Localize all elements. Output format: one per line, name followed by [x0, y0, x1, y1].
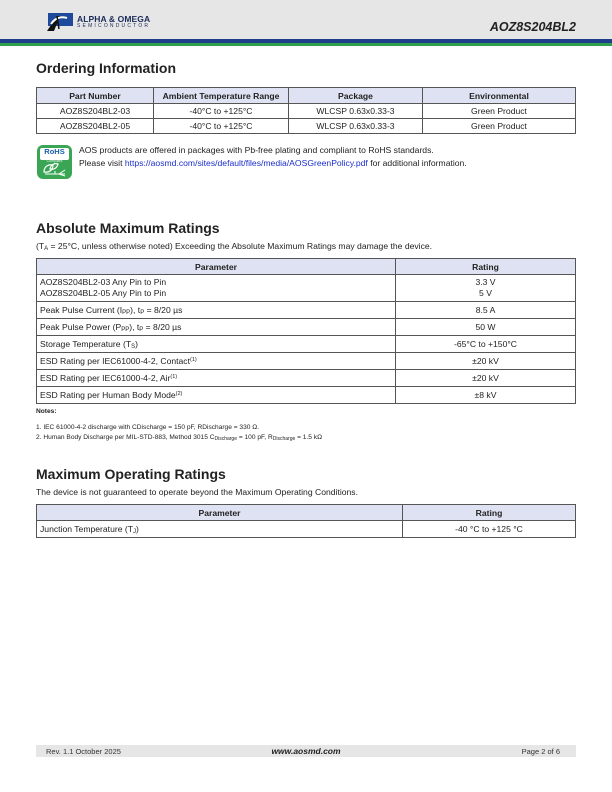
- table-header-row: [37, 88, 576, 104]
- parameter-text: Peak Pulse Power (P: [40, 321, 122, 332]
- parameter-text: = 8/20 µs: [144, 304, 183, 315]
- rating-cell: ±20 kV: [396, 370, 576, 387]
- rohs-line-2-suffix: for additional information.: [367, 158, 467, 168]
- parameter-text: Storage Temperature (T: [40, 338, 132, 349]
- parameter-text: ): [135, 523, 139, 534]
- table-row: [37, 387, 576, 404]
- max-op-title: Maximum Operating Ratings: [36, 466, 226, 482]
- company-subtitle: SEMICONDUCTOR: [77, 23, 151, 30]
- temperature-cell: -40°C to +125°C: [154, 119, 289, 134]
- parameter-cell: [37, 370, 396, 387]
- note-2-text: = 1.5 kΩ: [295, 434, 323, 441]
- parameter-cell: [37, 336, 396, 353]
- abs-max-sub-prefix: (T: [36, 241, 45, 251]
- table-row: [37, 319, 576, 336]
- abs-max-sub-suffix: = 25°C, unless otherwise noted) Exceeding the Absolute Maximum Ratings may damage the device.: [48, 241, 433, 251]
- note-reference: (2): [175, 391, 183, 397]
- note-reference: (1): [170, 374, 178, 380]
- note-2: [36, 433, 322, 444]
- abs-max-subtitle: [36, 241, 432, 252]
- parameter-text: ESD Rating per IEC61000-4-2, Air: [40, 373, 171, 383]
- parameter-cell: [37, 387, 396, 404]
- rohs-line-1: AOS products are offered in packages with Pb-free plating and compliant to RoHS standards.: [79, 145, 434, 155]
- column-header: Environmental: [423, 88, 576, 104]
- note-2-text: = 100 pF, R: [237, 434, 273, 441]
- table-row: [37, 370, 576, 387]
- environmental-cell: Green Product: [423, 104, 576, 119]
- subscript: Discharge: [214, 436, 237, 442]
- part-number-cell: AOZ8S204BL2-05: [37, 119, 154, 134]
- table-header-row: [37, 259, 576, 275]
- table-header-row: [37, 505, 576, 521]
- parameter-cell: [37, 319, 396, 336]
- parameter-line: AOZ8S204BL2-05 Any Pin to Pin: [40, 288, 167, 298]
- parameter-text: ), t: [129, 321, 140, 332]
- environmental-cell: Green Product: [423, 119, 576, 134]
- page-footer: [36, 745, 576, 757]
- rohs-badge-title: RoHS: [44, 147, 65, 156]
- ordering-title: Ordering Information: [36, 60, 176, 76]
- table-row: [37, 104, 576, 119]
- rating-line: 5 V: [479, 288, 492, 298]
- rohs-line-2-prefix: Please visit: [79, 158, 125, 168]
- website-link[interactable]: www.aosmd.com: [271, 746, 341, 756]
- page-header: [0, 0, 612, 48]
- max-op-table: [36, 504, 576, 538]
- subscript: J: [132, 528, 136, 535]
- column-header: Rating: [403, 505, 576, 521]
- table-row: [37, 275, 576, 302]
- rating-cell: [396, 275, 576, 302]
- document-title: AOZ8S204BL2: [489, 20, 576, 34]
- table-row: [37, 353, 576, 370]
- ordering-table: [36, 87, 576, 134]
- note-reference: (1): [190, 357, 197, 363]
- package-cell: WLCSP 0.63x0.33-3: [289, 119, 423, 134]
- part-number-cell: AOZ8S204BL2-03: [37, 104, 154, 119]
- package-cell: WLCSP 0.63x0.33-3: [289, 104, 423, 119]
- max-op-subtitle: The device is not guaranteed to operate beyond the Maximum Operating Conditions.: [36, 487, 358, 497]
- abs-max-table: [36, 258, 576, 404]
- aos-logo-icon: [45, 12, 73, 32]
- temperature-cell: -40°C to +125°C: [154, 104, 289, 119]
- table-row: [37, 119, 576, 134]
- subscript: P: [140, 309, 145, 316]
- header-gap: [0, 46, 612, 48]
- table-row: [37, 302, 576, 319]
- abs-max-title: Absolute Maximum Ratings: [36, 220, 220, 236]
- column-header: Ambient Temperature Range: [154, 88, 289, 104]
- abs-max-sub-subscript: A: [44, 246, 49, 252]
- rating-cell: -65°C to +150°C: [396, 336, 576, 353]
- subscript: S: [131, 343, 136, 350]
- notes-section: [36, 407, 322, 444]
- parameter-text: ), t: [130, 304, 141, 315]
- rohs-leaf-icon: [41, 162, 68, 177]
- column-header: Package: [289, 88, 423, 104]
- column-header: Parameter: [37, 259, 396, 275]
- rating-cell: 50 W: [396, 319, 576, 336]
- column-header: Parameter: [37, 505, 403, 521]
- subscript: PP: [122, 309, 131, 316]
- table-row: [37, 521, 576, 538]
- column-header: Part Number: [37, 88, 154, 104]
- rohs-badge-subtitle: Compliant: [46, 159, 63, 163]
- company-name: ALPHA & OMEGA: [77, 13, 151, 24]
- company-logo: [45, 12, 150, 32]
- parameter-text: ESD Rating per Human Body Mode: [40, 390, 176, 400]
- note-1: 1. IEC 61000-4-2 discharge with CDischarge = 150 pF, RDischarge = 330 Ω.: [36, 424, 260, 431]
- rating-cell: ±20 kV: [396, 353, 576, 370]
- rohs-line-2: [79, 157, 467, 170]
- parameter-line: AOZ8S204BL2-03 Any Pin to Pin: [40, 277, 167, 287]
- rohs-statement: [79, 144, 467, 170]
- note-2-text: 2. Human Body Discharge per MIL-STD-883, Method 3015 C: [36, 434, 215, 441]
- green-policy-link[interactable]: https://aosmd.com/sites/default/files/media/AOSGreenPolicy.pdf: [124, 158, 368, 168]
- page-number: Page 2 of 6: [521, 747, 560, 756]
- revision-text: Rev. 1.1 October 2025: [46, 747, 121, 756]
- parameter-cell: [37, 275, 396, 302]
- parameter-cell: [37, 302, 396, 319]
- parameter-text: ESD Rating per IEC61000-4-2, Contact: [40, 356, 190, 366]
- subscript: P: [139, 326, 144, 333]
- notes-heading: Notes:: [36, 408, 57, 415]
- parameter-cell: [37, 521, 403, 538]
- column-header: Rating: [396, 259, 576, 275]
- subscript: Discharge: [272, 436, 296, 442]
- parameter-text: Peak Pulse Current (I: [40, 304, 123, 315]
- rohs-badge: [37, 145, 72, 179]
- rating-line: 3.3 V: [475, 277, 496, 287]
- rating-cell: 8.5 A: [396, 302, 576, 319]
- parameter-text: = 8/20 µs: [143, 321, 182, 332]
- parameter-cell: [37, 353, 396, 370]
- rating-cell: -40 °C to +125 °C: [403, 521, 576, 538]
- table-row: [37, 336, 576, 353]
- parameter-text: ): [135, 338, 138, 349]
- rating-cell: ±8 kV: [396, 387, 576, 404]
- subscript: PP: [121, 326, 130, 333]
- parameter-text: Junction Temperature (T: [40, 523, 133, 534]
